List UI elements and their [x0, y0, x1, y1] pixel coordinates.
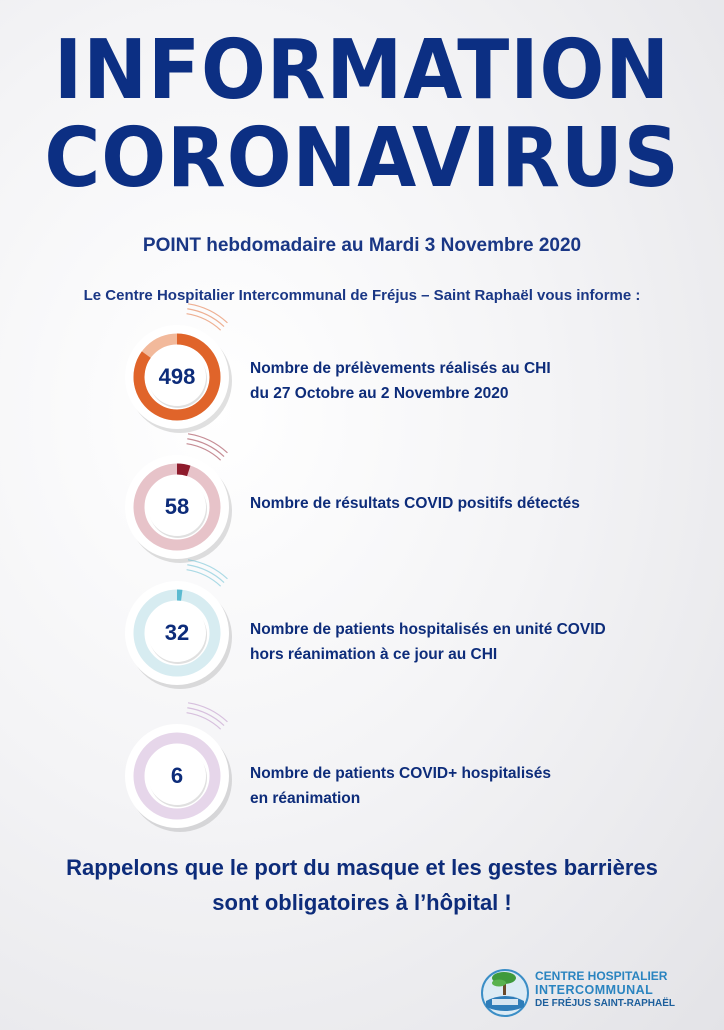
reminder-line2: sont obligatoires à l’hôpital ! — [212, 890, 512, 915]
stat-desc-line1: Nombre de résultats COVID positifs détectés — [250, 495, 580, 512]
stat-desc-line1: Nombre de patients COVID+ hospitalisés — [250, 765, 552, 782]
stat-hospitalized — [118, 574, 718, 684]
stat-description — [250, 617, 710, 667]
logo-line3: DE FRÉJUS SAINT-RAPHAËL — [535, 998, 676, 1009]
stat-description — [250, 761, 710, 811]
weekly-update-subtitle: POINT hebdomadaire au Mardi 3 Novembre 2020 — [142, 235, 582, 256]
logo-line2: INTERCOMMUNAL — [535, 983, 654, 997]
hospital-logo-text — [535, 969, 675, 1011]
title-coronavirus: CORONAVIRUS — [44, 111, 680, 206]
stat-desc-line1: Nombre de patients hospitalisés en unité COVID — [250, 621, 606, 638]
stat-positive-results — [118, 448, 718, 558]
intro-text: Le Centre Hospitalier Intercommunal de Fréjus – Saint Raphaël vous informe : — [83, 287, 641, 304]
stat-value: 6 — [170, 763, 184, 788]
stat-value: 58 — [164, 494, 190, 519]
stat-samples — [118, 318, 718, 428]
logo-line1: CENTRE HOSPITALIER — [535, 969, 668, 983]
stat-value: 498 — [158, 364, 196, 389]
stat-value: 32 — [164, 620, 190, 645]
stat-desc-line2: du 27 Octobre au 2 Novembre 2020 — [250, 385, 509, 402]
stat-intensive-care — [118, 717, 718, 827]
reminder-line1: Rappelons que le port du masque et les gestes barrières — [66, 855, 658, 880]
title-information: INFORMATION — [53, 23, 671, 118]
mask-reminder — [0, 850, 724, 920]
stat-description — [250, 491, 710, 516]
stat-desc-line2: hors réanimation à ce jour au CHI — [250, 646, 498, 663]
stat-description — [250, 356, 710, 406]
hospital-logo-icon — [480, 965, 530, 1023]
hospital-logo — [480, 965, 720, 1025]
stat-desc-line2: en réanimation — [250, 790, 361, 807]
stat-desc-line1: Nombre de prélèvements réalisés au CHI — [250, 360, 551, 377]
